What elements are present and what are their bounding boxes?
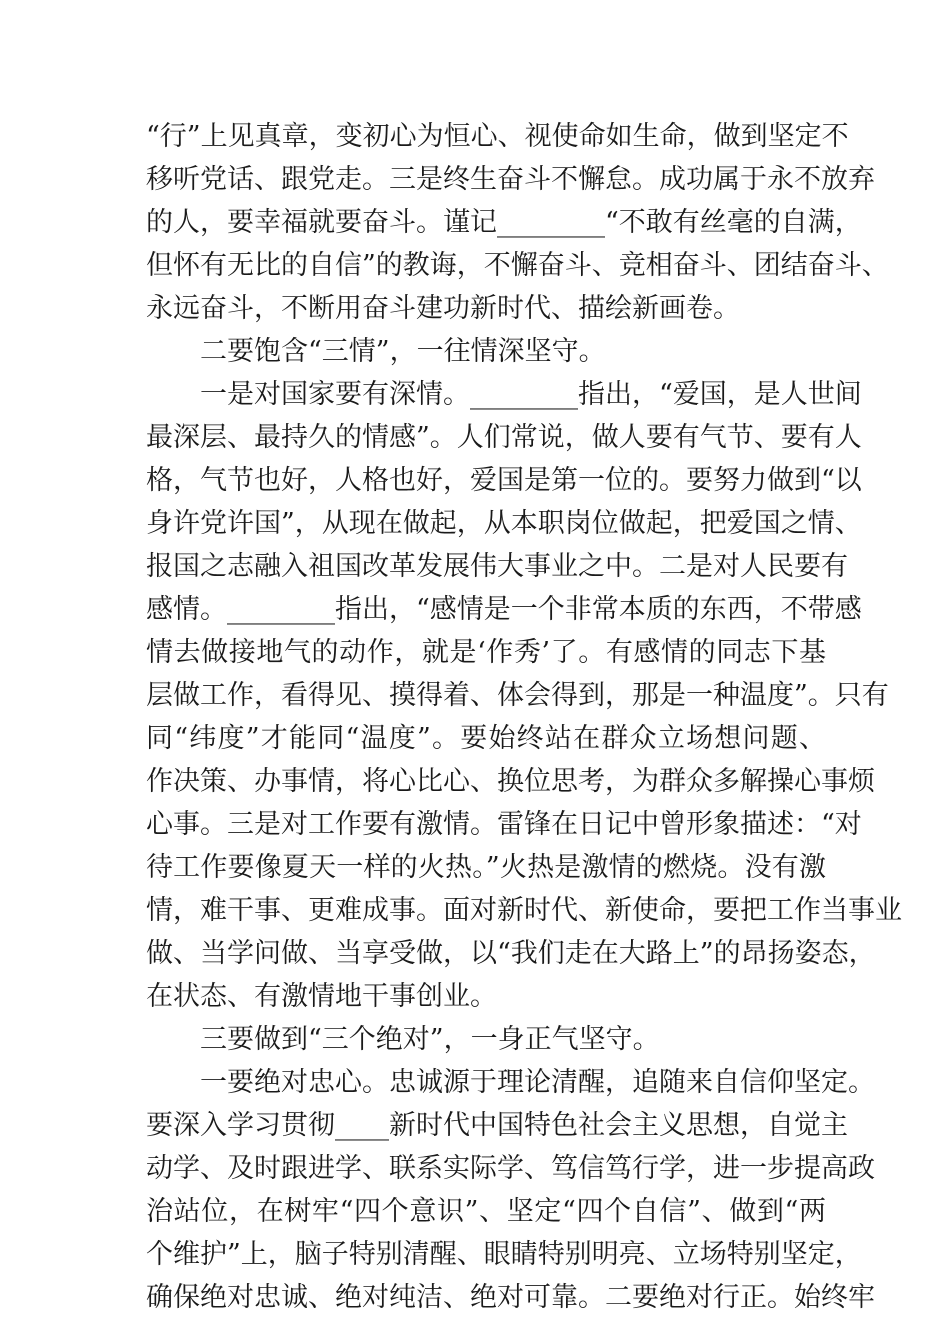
text-line-12: 感情。________指出，“感情是一个非常本质的东西，不带感 (146, 594, 862, 625)
text-line-20: 做、当学问做、当享受做，以“我们走在大路上”的昂扬姿态， (146, 938, 876, 969)
text-line-25: 动学、及时跟进学、联系实际学、笃信笃行学，进一步提高政 (146, 1153, 875, 1184)
text-line-26: 治站位，在树牢“四个意识”、坚定“四个自信”、做到“两 (146, 1196, 826, 1227)
text-line-5: 永远奋斗，不断用奋斗建功新时代、描绘新画卷。 (146, 293, 740, 324)
text-line-8: 最深层、最持久的情感”。人们常说，做人要有气节、要有人 (146, 422, 862, 453)
text-line-17: 心事。三是对工作要有激情。雷锋在日记中曾形象描述：“对 (146, 809, 862, 840)
section-heading-2: 二要饱含“三情”，一往情深坚守。 (200, 336, 606, 367)
text-line-10: 身许党许国”，从现在做起，从本职岗位做起，把爱国之情、 (146, 508, 862, 539)
text-line-4: 但怀有无比的自信”的教诲，不懈奋斗、竞相奋斗、团结奋斗、 (146, 250, 889, 281)
text-line-27: 个维护”上，脑子特别清醒、眼睛特别明亮、立场特别坚定， (146, 1239, 862, 1270)
text-line-28: 确保绝对忠诚、绝对纯洁、绝对可靠。二要绝对行正。始终牢 (146, 1282, 875, 1313)
text-line-7: 一是对国家要有深情。________指出，“爱国，是人世间 (200, 379, 862, 410)
text-line-19: 情，难干事、更难成事。面对新时代、新使命，要把工作当事业 (146, 895, 902, 926)
text-line-1: “行”上见真章，变初心为恒心、视使命如生命，做到坚定不 (146, 121, 849, 152)
text-line-14: 层做工作，看得见、摸得着、体会得到，那是一种温度”。只有 (146, 680, 889, 711)
section-heading-3: 三要做到“三个绝对”，一身正气坚守。 (200, 1024, 660, 1055)
text-line-18: 待工作要像夏天一样的火热。”火热是激情的燃烧。没有激 (146, 852, 826, 883)
text-line-16: 作决策、办事情，将心比心、换位思考，为群众多解操心事烦 (146, 766, 875, 797)
text-line-9: 格，气节也好，人格也好，爱国是第一位的。要努力做到“以 (146, 465, 862, 496)
text-line-13: 情去做接地气的动作，就是‘作秀’了。有感情的同志下基 (146, 637, 826, 668)
text-line-2: 移听党话、跟党走。三是终生奋斗不懈怠。成功属于永不放弃 (146, 164, 875, 195)
text-line-23: 一要绝对忠心。忠诚源于理论清醒，追随来自信仰坚定。 (200, 1067, 875, 1098)
text-line-24: 要深入学习贯彻____新时代中国特色社会主义思想，自觉主 (146, 1110, 848, 1141)
text-line-11: 报国之志融入祖国改革发展伟大事业之中。二是对人民要有 (146, 551, 848, 582)
text-line-3: 的人，要幸福就要奋斗。谨记________“不敢有丝毫的自满， (146, 207, 862, 238)
text-line-21: 在状态、有激情地干事创业。 (146, 981, 497, 1012)
text-line-15: 同“纬度”才能同“温度”。要始终站在群众立场想问题、 (146, 723, 826, 754)
